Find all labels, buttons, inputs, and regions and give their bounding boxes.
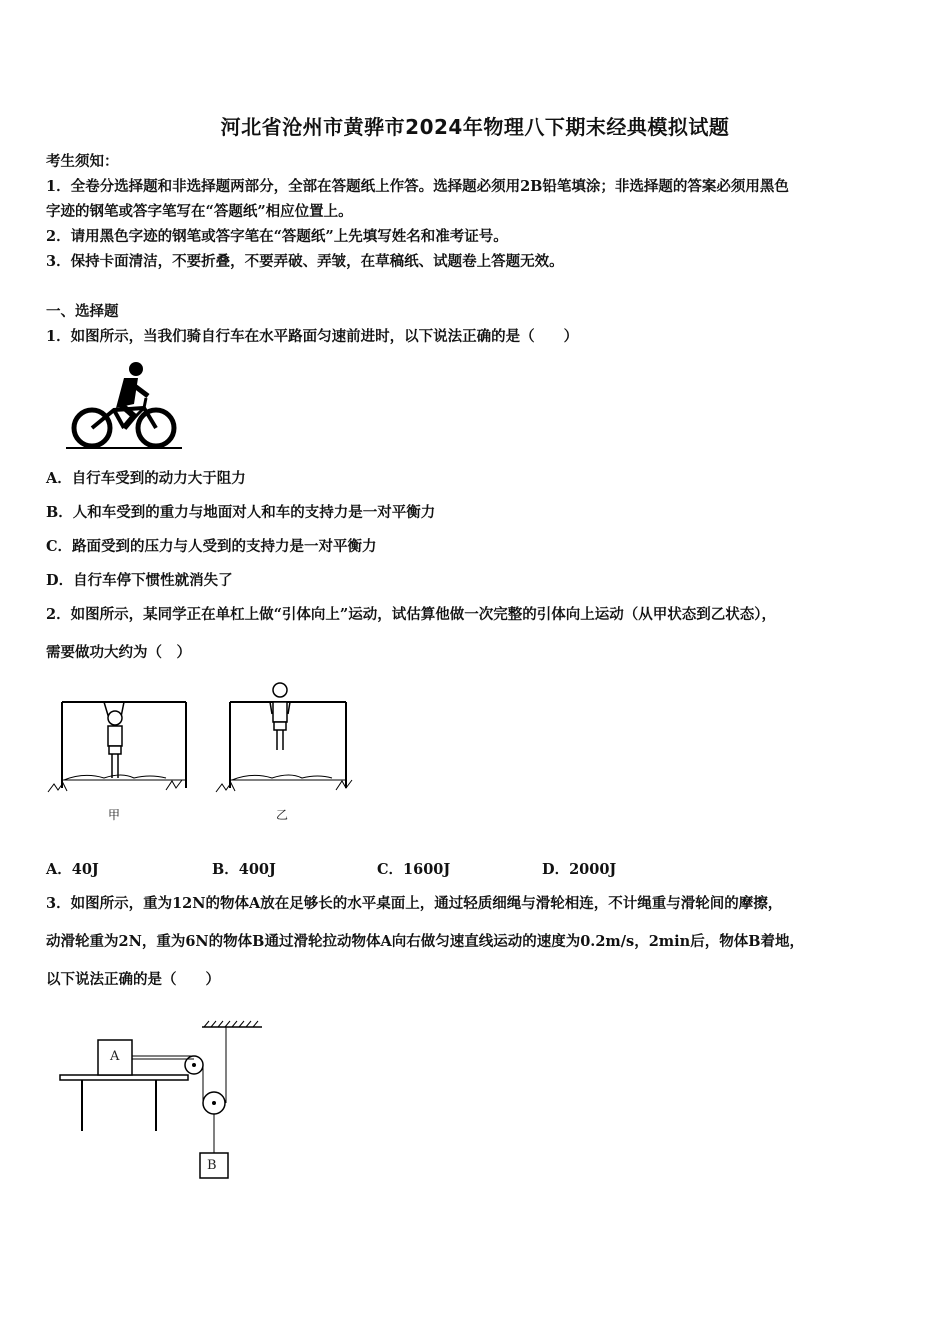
notice-item-3: 3．保持卡面清洁，不要折叠，不要弄破、弄皱，在草稿纸、试题卷上答题无效。 [46, 253, 564, 270]
pullup-figure-yi [210, 680, 360, 800]
notice-item-2: 2．请用黑色字迹的钢笔或答字笔在“答题纸”上先填写姓名和准考证号。 [46, 228, 508, 245]
pulley-figure [56, 1015, 266, 1185]
page-title: 河北省沧州市黄骅市2024年物理八下期末经典模拟试题 [220, 115, 730, 139]
q2-stem-line2: 需要做功大约为（ ） [46, 644, 191, 661]
q1-option-c: C．路面受到的压力与人受到的支持力是一对平衡力 [46, 538, 377, 555]
block-a-label: A [110, 1049, 120, 1064]
q2-stem-line1: 2．如图所示，某同学正在单杠上做“引体向上”运动，试估算他做一次完整的引体向上运动（从甲状态到乙状态）， [46, 606, 777, 623]
q3-stem-line3: 以下说法正确的是（ ） [46, 971, 220, 988]
block-b-label: B [207, 1158, 217, 1173]
q3-stem-line1: 3．如图所示，重为12N的物体A放在足够长的水平桌面上，通过轻质细绳与滑轮相连，不计绳重与滑轮间的摩擦， [46, 895, 783, 912]
q1-option-b: B．人和车受到的重力与地面对人和车的支持力是一对平衡力 [46, 504, 436, 521]
q2-option-d: D．2000J [542, 861, 617, 878]
fig-label-yi: 乙 [276, 808, 289, 822]
q2-option-b: B．400J [212, 861, 276, 878]
bicycle-figure [64, 360, 184, 455]
notice-item-1: 1．全卷分选择题和非选择题两部分，全部在答题纸上作答。选择题必须用2B铅笔填涂；非选择题的答案必须用黑色 [46, 178, 789, 195]
q2-option-c: C．1600J [377, 861, 451, 878]
section-heading: 一、选择题 [46, 303, 119, 320]
q1-option-a: A．自行车受到的动力大于阻力 [46, 470, 246, 487]
q2-option-a: A．40J [46, 861, 99, 878]
q1-option-d: D．自行车停下惯性就消失了 [46, 572, 233, 589]
fig-label-jia: 甲 [108, 808, 121, 822]
q1-stem: 1．如图所示，当我们骑自行车在水平路面匀速前进时，以下说法正确的是（ ） [46, 328, 579, 345]
notice-item-1-cont: 字迹的钢笔或答字笔写在“答题纸”相应位置上。 [46, 203, 353, 220]
q3-stem-line2: 动滑轮重为2N，重为6N的物体B通过滑轮拉动物体A向右做匀速直线运动的速度为0.2m/s，2min后，物体B着地， [46, 933, 804, 950]
notice-heading: 考生须知： [46, 153, 119, 170]
pullup-figure-jia [46, 680, 196, 800]
